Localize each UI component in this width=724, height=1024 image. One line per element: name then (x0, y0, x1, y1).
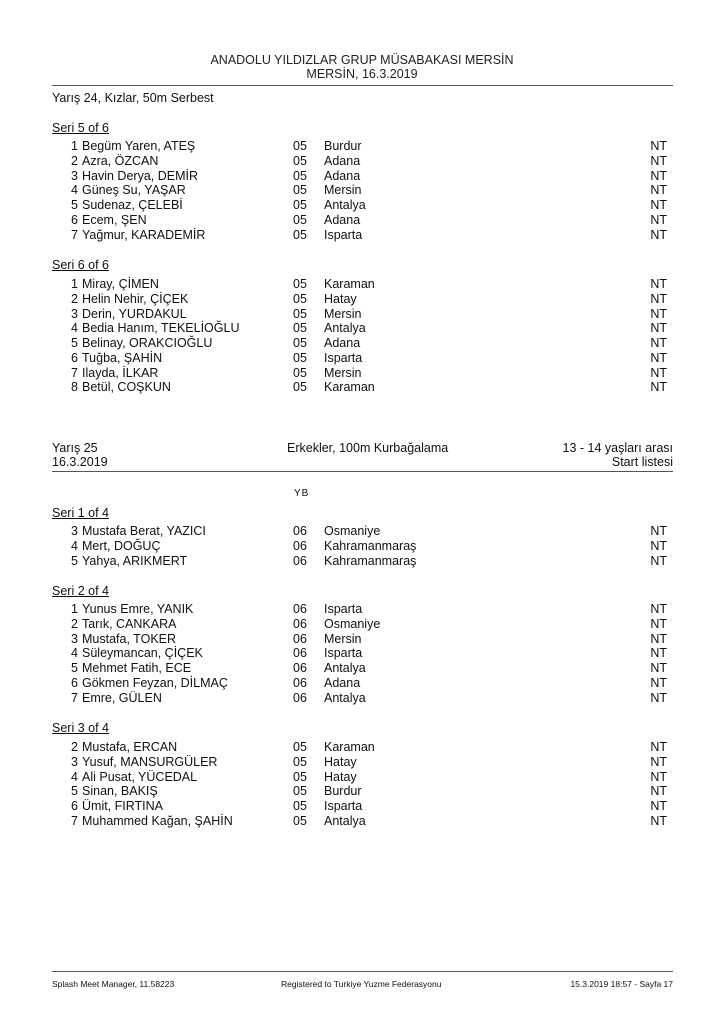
club-name: Mersin (324, 631, 362, 646)
entry-row (0, 154, 724, 169)
birth-year: 05 (293, 799, 307, 813)
swimmer-name: Ali Pusat, YÜCEDAL (82, 769, 198, 784)
birth-year: 06 (293, 616, 307, 631)
entry-time: NT (650, 616, 667, 631)
entry-place: 7 (71, 365, 78, 380)
heat-label: Seri 3 of 4 (52, 721, 109, 735)
entry-row (0, 539, 724, 554)
swimmer-name: Tarık, CANKARA (82, 616, 177, 631)
birth-year: 06 (293, 524, 307, 538)
swimmer-name: Emre, GÜLEN (82, 690, 162, 705)
birth-year: 05 (293, 740, 307, 754)
swimmer-name: Azra, ÖZCAN (82, 153, 159, 168)
birth-year: 05 (293, 350, 307, 365)
swimmer-name: Mustafa, TOKER (82, 631, 177, 646)
entry-place: 3 (71, 754, 78, 769)
swimmer-name: Betül, COŞKUN (82, 380, 171, 395)
entry-place: 6 (71, 799, 78, 813)
swimmer-name: Yağmur, KARADEMİR (82, 227, 206, 242)
event-title: Yarış 24, Kızlar, 50m Serbest (52, 91, 214, 105)
entry-place: 4 (71, 538, 78, 553)
entry-time: NT (650, 277, 667, 291)
entry-row (0, 351, 724, 366)
entry-row (0, 740, 724, 755)
entry-time: NT (650, 524, 667, 538)
birth-year: 05 (293, 139, 307, 153)
club-name: Osmaniye (324, 616, 381, 631)
birth-year: 05 (293, 227, 307, 242)
birth-year: 05 (293, 183, 307, 198)
entry-place: 4 (71, 321, 78, 336)
birth-year: 06 (293, 602, 307, 616)
entry-row (0, 602, 724, 617)
club-name: Burdur (324, 784, 362, 799)
entry-place: 7 (71, 227, 78, 242)
heat-label: Seri 6 of 6 (52, 258, 109, 272)
swimmer-name: Yusuf, MANSURGÜLER (82, 754, 218, 769)
club-name: Burdur (324, 139, 362, 153)
club-name: Kahramanmaraş (324, 538, 417, 553)
entry-time: NT (650, 198, 667, 212)
entry-row (0, 366, 724, 381)
entry-time: NT (650, 675, 667, 690)
swimmer-name: Ecem, ŞEN (82, 212, 147, 227)
entry-row (0, 139, 724, 154)
entry-place: 3 (71, 168, 78, 183)
footer-divider (52, 971, 673, 972)
club-name: Mersin (324, 183, 362, 198)
birth-year: 05 (293, 168, 307, 183)
entry-place: 2 (71, 616, 78, 631)
heat-label: Seri 2 of 4 (52, 584, 109, 598)
swimmer-name: Mustafa, ERCAN (82, 740, 178, 754)
entry-row (0, 292, 724, 307)
age-group: 13 - 14 yaşları arası (562, 441, 673, 455)
entry-row (0, 799, 724, 814)
swimmer-name: Sinan, BAKIŞ (82, 784, 158, 799)
entry-time: NT (650, 754, 667, 769)
entry-row (0, 198, 724, 213)
birth-year: 05 (293, 380, 307, 395)
club-name: Antalya (324, 813, 366, 828)
entry-place: 6 (71, 212, 78, 227)
entry-place: 5 (71, 553, 78, 568)
footer-printed: 15.3.2019 18:57 - Sayfa 17 (570, 979, 673, 989)
entry-time: NT (650, 690, 667, 705)
club-name: Isparta (324, 350, 363, 365)
birth-year: 05 (293, 291, 307, 306)
entry-row (0, 755, 724, 770)
entry-row (0, 661, 724, 676)
entry-time: NT (650, 380, 667, 395)
birth-year: 05 (293, 212, 307, 227)
heat-label: Seri 1 of 4 (52, 506, 109, 520)
entry-place: 2 (71, 291, 78, 306)
entry-row (0, 554, 724, 569)
entry-row (0, 169, 724, 184)
swimmer-name: Yunus Emre, YANIK (82, 602, 194, 616)
entry-time: NT (650, 350, 667, 365)
swimmer-name: Yahya, ARIKMERT (82, 553, 188, 568)
footer-registered: Registered to Turkiye Yuzme Federasyonu (281, 979, 442, 989)
birth-year: 05 (293, 754, 307, 769)
entry-time: NT (650, 646, 667, 661)
swimmer-name: Helin Nehir, ÇİÇEK (82, 291, 189, 306)
birth-year: 06 (293, 553, 307, 568)
club-name: Karaman (324, 740, 375, 754)
birth-year: 05 (293, 813, 307, 828)
birth-year: 05 (293, 306, 307, 321)
entry-time: NT (650, 153, 667, 168)
club-name: Karaman (324, 380, 375, 395)
entry-time: NT (650, 784, 667, 799)
club-name: Mersin (324, 306, 362, 321)
club-name: Kahramanmaraş (324, 553, 417, 568)
swimmer-name: Mustafa Berat, YAZICI (82, 524, 206, 538)
event-name: Erkekler, 100m Kurbağalama (287, 441, 449, 455)
entry-time: NT (650, 291, 667, 306)
entry-row (0, 646, 724, 661)
entry-row (0, 632, 724, 647)
entry-place: 2 (71, 740, 78, 754)
club-name: Osmaniye (324, 524, 381, 538)
header-divider (52, 85, 673, 86)
entry-row (0, 321, 724, 336)
birth-year: 05 (293, 769, 307, 784)
entry-row (0, 617, 724, 632)
entry-time: NT (650, 538, 667, 553)
swimmer-name: Sudenaz, ÇELEBİ (82, 198, 183, 212)
entry-place: 3 (71, 306, 78, 321)
entry-time: NT (650, 227, 667, 242)
entry-place: 4 (71, 183, 78, 198)
swimmer-name: Ümit, FIRTINA (82, 799, 164, 813)
entry-row (0, 213, 724, 228)
swimmer-name: Mert, DOĞUÇ (82, 538, 161, 553)
swimmer-name: Ilayda, İLKAR (82, 365, 159, 380)
club-name: Hatay (324, 769, 357, 784)
swimmer-name: Belinay, ORAKCIOĞLU (82, 336, 213, 350)
meet-location-date: MERSİN, 16.3.2019 (306, 67, 418, 81)
entry-row (0, 228, 724, 243)
entry-place: 8 (71, 380, 78, 395)
swimmer-name: Tuğba, ŞAHİN (82, 350, 163, 365)
birth-year: 05 (293, 153, 307, 168)
entry-place: 4 (71, 769, 78, 784)
birth-year: 05 (293, 277, 307, 291)
entry-place: 3 (71, 631, 78, 646)
entry-place: 3 (71, 524, 78, 538)
club-name: Hatay (324, 754, 357, 769)
entry-place: 2 (71, 153, 78, 168)
swimmer-name: Begüm Yaren, ATEŞ (82, 139, 196, 153)
swimmer-name: Miray, ÇİMEN (82, 277, 159, 291)
event-number: Yarış 25 (52, 441, 98, 455)
swimmer-name: Havin Derya, DEMİR (82, 168, 198, 183)
club-name: Hatay (324, 291, 357, 306)
entry-time: NT (650, 631, 667, 646)
entry-place: 6 (71, 675, 78, 690)
birth-year: 05 (293, 365, 307, 380)
entry-time: NT (650, 365, 667, 380)
entry-place: 1 (71, 277, 78, 291)
club-name: Antalya (324, 198, 366, 212)
entry-place: 1 (71, 602, 78, 616)
entry-time: NT (650, 553, 667, 568)
entry-time: NT (650, 183, 667, 198)
entry-place: 7 (71, 813, 78, 828)
swimmer-name: Derin, YURDAKUL (82, 306, 187, 321)
club-name: Adana (324, 336, 361, 350)
meet-title: ANADOLU YILDIZLAR GRUP MÜSABAKASI MERSİN (210, 53, 514, 67)
entry-time: NT (650, 661, 667, 675)
entry-time: NT (650, 168, 667, 183)
club-name: Mersin (324, 365, 362, 380)
entry-time: NT (650, 769, 667, 784)
club-name: Adana (324, 212, 361, 227)
swimmer-name: Süleymancan, ÇİÇEK (82, 646, 203, 661)
entry-row (0, 691, 724, 706)
entry-place: 4 (71, 646, 78, 661)
entry-time: NT (650, 336, 667, 350)
entry-row (0, 784, 724, 799)
club-name: Adana (324, 153, 361, 168)
entry-row (0, 676, 724, 691)
club-name: Antalya (324, 321, 366, 336)
entry-place: 5 (71, 336, 78, 350)
club-name: Antalya (324, 661, 366, 675)
club-name: Karaman (324, 277, 375, 291)
entry-row (0, 336, 724, 351)
swimmer-name: Güneş Su, YAŞAR (82, 183, 186, 198)
birth-year: 05 (293, 336, 307, 350)
birth-year: 05 (293, 784, 307, 799)
list-type: Start listesi (611, 455, 673, 469)
entry-place: 1 (71, 139, 78, 153)
event-date: 16.3.2019 (52, 455, 108, 469)
entry-place: 6 (71, 350, 78, 365)
entry-place: 5 (71, 661, 78, 675)
yb-column-header: YB (294, 488, 310, 499)
entry-place: 7 (71, 690, 78, 705)
entry-time: NT (650, 740, 667, 754)
birth-year: 05 (293, 198, 307, 212)
club-name: Antalya (324, 690, 366, 705)
event-divider (52, 471, 673, 472)
entry-place: 5 (71, 784, 78, 799)
entry-time: NT (650, 321, 667, 336)
birth-year: 06 (293, 675, 307, 690)
birth-year: 06 (293, 661, 307, 675)
swimmer-name: Gökmen Feyzan, DİLMAÇ (82, 675, 228, 690)
birth-year: 05 (293, 321, 307, 336)
birth-year: 06 (293, 631, 307, 646)
entry-time: NT (650, 799, 667, 813)
entry-row (0, 524, 724, 539)
footer-software: Splash Meet Manager, 11.58223 (52, 979, 175, 989)
birth-year: 06 (293, 646, 307, 661)
heat-label: Seri 5 of 6 (52, 121, 109, 135)
entry-time: NT (650, 602, 667, 616)
club-name: Isparta (324, 799, 363, 813)
entry-row (0, 183, 724, 198)
entry-time: NT (650, 306, 667, 321)
entry-time: NT (650, 813, 667, 828)
birth-year: 06 (293, 538, 307, 553)
club-name: Isparta (324, 602, 363, 616)
entry-time: NT (650, 139, 667, 153)
club-name: Isparta (324, 227, 363, 242)
swimmer-name: Mehmet Fatih, ECE (82, 661, 192, 675)
entry-row (0, 770, 724, 785)
entry-row (0, 814, 724, 829)
club-name: Isparta (324, 646, 363, 661)
club-name: Adana (324, 675, 361, 690)
entry-row (0, 307, 724, 322)
swimmer-name: Bedia Hanım, TEKELİOĞLU (82, 321, 240, 336)
entry-row (0, 380, 724, 395)
club-name: Adana (324, 168, 361, 183)
swimmer-name: Muhammed Kağan, ŞAHİN (82, 813, 233, 828)
entry-time: NT (650, 212, 667, 227)
birth-year: 06 (293, 690, 307, 705)
entry-row (0, 277, 724, 292)
entry-place: 5 (71, 198, 78, 212)
